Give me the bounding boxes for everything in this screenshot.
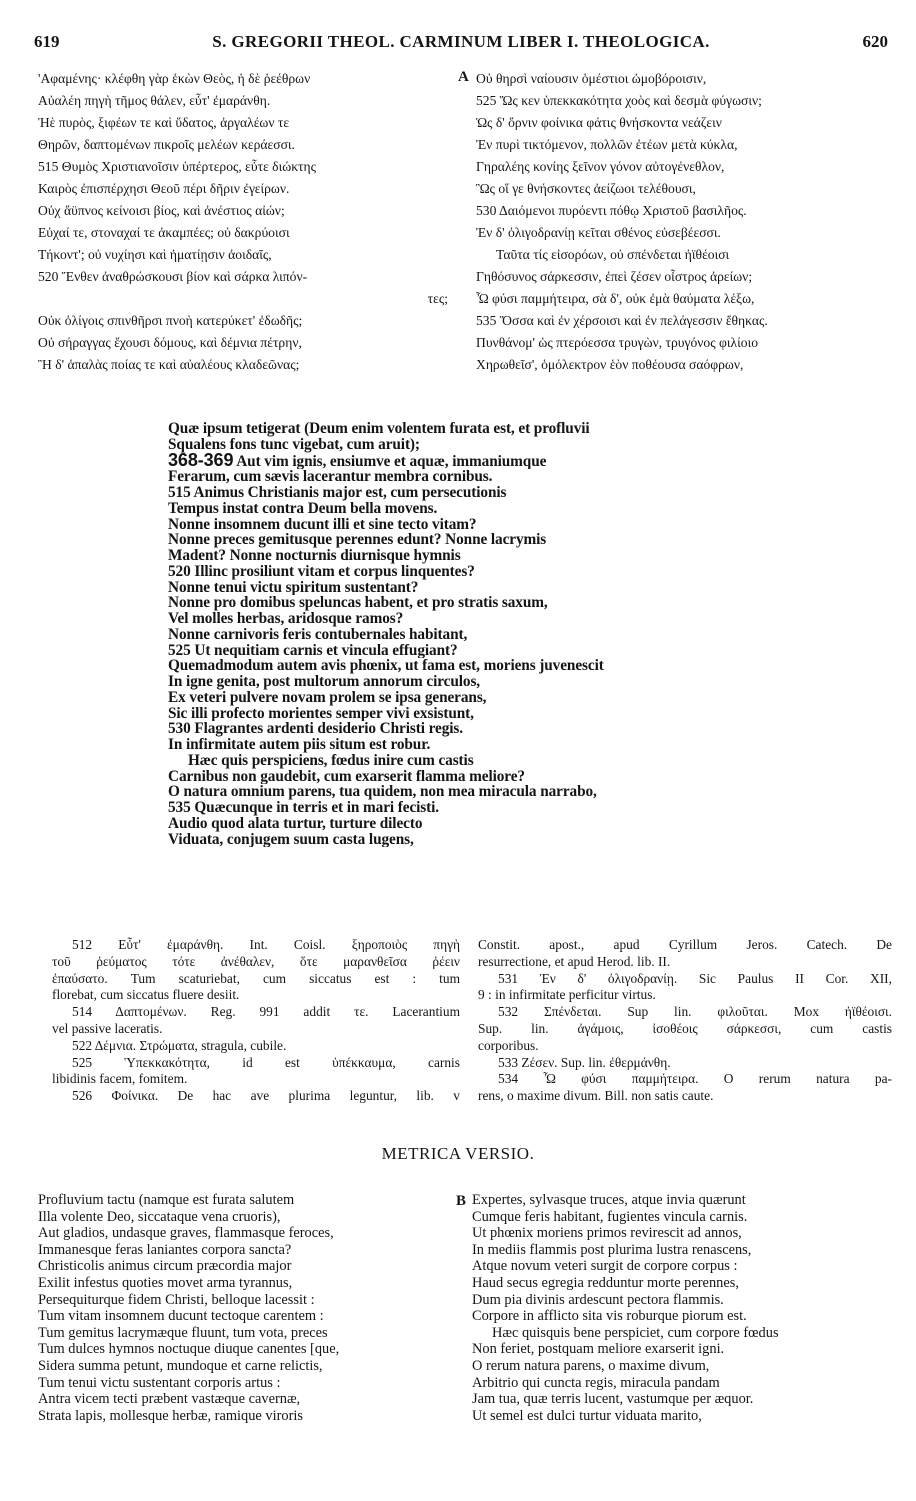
- greek-verse-line: Γηραλέης κονίης ξεῖνον γόνον αὐτογένεθλον,: [476, 159, 725, 174]
- greek-text-left-column: [38, 68, 448, 376]
- metrica-verse-line: Tum tenui victu sustentant corporis artus :: [38, 1374, 281, 1391]
- footnote-line: vel passive laceratis.: [52, 1020, 163, 1036]
- metrica-verse-line: Strata lapis, mollesque herbæ, ramique viroris: [38, 1407, 303, 1424]
- greek-verse-line: Χηρωθεῖσ', ὁμόλεκτρον ἑὸν ποθέουσα σαόφρων,: [476, 357, 744, 372]
- footnote-line: 531 Ἐν δ' ὀλιγοδρανίῃ. Sic Paulus II Cor. XII,: [498, 970, 892, 986]
- greek-verse-line: Ἠὲ πυρὸς, ξιφέων τε καὶ ὕδατος, ἀργαλέων τε: [38, 115, 290, 130]
- latin-verse-line: Ferarum, cum sævis lacerantur membra cornibus.: [168, 469, 493, 485]
- latin-verse-line: Nonne preces gemitusque perennes edunt? Nonne lacrymis: [168, 532, 547, 548]
- latin-verse-line: Madent? Nonne nocturnis diurnisque hymnis: [168, 548, 461, 564]
- metrica-verse-line: Atque novum veteri surgit de corpore corpus :: [472, 1258, 738, 1275]
- latin-verse-line: Tempus instat contra Deum bella movens.: [168, 500, 438, 517]
- latin-verse-line: Carnibus non gaudebit, cum exarserit flamma meliore?: [168, 768, 525, 785]
- running-title: S. GREGORII THEOL. CARMINUM LIBER I. THEOLOGICA.: [212, 32, 710, 51]
- greek-verse-line: Γηθόσυνος σάρκεσσιν, ἐπεὶ ζέσεν οἶστρος ἀρείων;: [476, 269, 753, 284]
- column-marker-a: A: [458, 69, 469, 85]
- metrica-verse-line: Non feriet, postquam meliore exarserit igni.: [472, 1341, 725, 1358]
- metrica-verse-line: Expertes, sylvasque truces, atque invia quærunt: [472, 1192, 746, 1208]
- metrica-verse-line: Persequiturque fidem Christi, belloque lacessit :: [38, 1291, 315, 1308]
- latin-verse-line: Squalens fons tunc vigebat, cum aruit);: [168, 436, 420, 453]
- running-header: [34, 32, 888, 58]
- greek-verse-line: Ἐν δ' ὀλιγοδρανίῃ κεῖται σθένος εὐσεβέεσσι.: [476, 225, 721, 240]
- metrica-verse-line: Haud secus egregia redduntur morte perennes,: [472, 1274, 739, 1291]
- footnote-line: 514 Δαπτομένων. Reg. 991 addit τε. Lacerantium: [72, 1004, 460, 1020]
- metrica-verse-line: Tum vitam insomnem ducunt tectoque carentem :: [38, 1308, 324, 1325]
- column-reference: 368-369: [168, 452, 234, 470]
- footnote-line: 9 : in infirmitate perficitur virtus.: [478, 987, 656, 1003]
- metrica-verse-line: Antra vicem tecti præbent vastæque cavernæ,: [38, 1391, 301, 1408]
- greek-verse-line: 520 Ἔνθεν ἀναθρώσκουσι βίον καὶ σάρκα λιπόν-: [38, 269, 308, 284]
- metrica-verse-line: Immanesque feras laniantes corpora sancta?: [38, 1241, 292, 1258]
- footnote-line: τοῦ ῥεύματος τότε ἀνέθαλεν, ὅτε μαρανθεῖσα ῥέειν: [52, 953, 460, 969]
- greek-verse-line: Οὐ σήραγγας ἔχουσι δόμους, καὶ δέμνια πέτρην,: [38, 335, 302, 350]
- footnote-line: resurrectione, et apud Herod. lib. II.: [478, 953, 671, 969]
- metrica-verse-line: Tum gemitus lacrymæque fluunt, tum vota, preces: [38, 1324, 328, 1341]
- greek-verse-line: Τήκοντ'; οὐ νυχίησι καὶ ἠματίῃσιν ἀοιδαῖς,: [38, 247, 272, 262]
- latin-verse-line: Quemadmodum autem avis phœnix, ut fama est, moriens juvenescit: [168, 658, 604, 674]
- latin-verse-line: Quæ ipsum tetigerat (Deum enim volentem furata est, et profluvii: [168, 421, 590, 437]
- metrica-verse-line: Jam tua, quæ terris lucent, vastumque per æquor.: [472, 1391, 754, 1408]
- footnote-line: 533 Ζέσεν. Sup. lin. ἐθερμάνθη.: [498, 1054, 671, 1070]
- metrica-versio-right-column: [472, 1192, 892, 1424]
- metrica-verse-line: Hæc quisquis bene perspiciet, cum corpore fœdus: [492, 1324, 779, 1341]
- metrica-verse-line: O rerum natura parens, o maxime divum,: [472, 1357, 710, 1374]
- section-title: METRICA VERSIO.: [381, 1144, 535, 1163]
- footnote-line: 512 Εὖτ' ἐμαράνθη. Int. Coisl. ξηροποιὸς πηγὴ: [72, 937, 460, 952]
- metrica-verse-line: Corpore in afflicto sita vis roburque piorum est.: [472, 1308, 747, 1325]
- latin-verse-line: 525 Ut nequitiam carnis et vincula effugiant?: [168, 642, 458, 659]
- greek-verse-line: Ταῦτα τίς εἰσορόων, οὐ σπένδεται ἠϊθέοισι: [496, 247, 730, 262]
- latin-verse-line: Hæc quis perspiciens, fœdus inire cum castis: [188, 752, 474, 769]
- footnote-line: libidinis facem, fomitem.: [52, 1071, 188, 1087]
- greek-verse-line: Οὐ θηρσὶ ναίουσιν ὁμέστιοι ὠμοβόροισιν,: [476, 71, 707, 86]
- footnote-line: 525 Ὑπεκκακότητα, id est ὑπέκκαυμα, carnis: [72, 1054, 460, 1070]
- latin-verse-line: Nonne pro domibus speluncas habent, et pro stratis saxum,: [168, 595, 548, 611]
- footnote-line: Sup. lin. ἀγάμοις, ἰσοθέοις σάρκεσσι, cum castis: [478, 1020, 892, 1036]
- footnote-line: rens, o maxime divum. Bill. non satis caute.: [478, 1088, 714, 1104]
- latin-verse-line: Sic illi profecto morientes semper vivi exsistunt,: [168, 705, 474, 722]
- metrica-verse-line: In mediis flammis post plurima lustra renascens,: [472, 1241, 752, 1258]
- footnote-line: 534 Ὦ φύσι παμμήτειρα. O rerum natura pa-: [498, 1071, 892, 1087]
- greek-verse-line: Εὐχαί τε, στοναχαί τε ἀκαμπέες; οὐ δακρύοισι: [38, 225, 290, 240]
- latin-translation-block: [168, 421, 738, 847]
- metrica-verse-line: Arbitrio qui cuncta regis, miracula pandam: [472, 1374, 720, 1391]
- left-page-number: 619: [34, 32, 60, 51]
- latin-verse-line: In infirmitate autem piis situm est robur.: [168, 737, 431, 753]
- greek-verse-line: τες;: [427, 291, 448, 306]
- footnote-line: Constit. apost., apud Cyrillum Jeros. Catech. De: [478, 937, 892, 952]
- metrica-verse-line: Illa volente Deo, siccataque vena cruoris),: [38, 1208, 281, 1225]
- latin-verse-line: Nonne insomnem ducunt illi et sine tecto vitam?: [168, 516, 477, 533]
- metrica-verse-line: Dum pia divinis ardescunt pectora flammis.: [472, 1291, 724, 1308]
- latin-verse-line: O natura omnium parens, tua quidem, non mea miracula narrabo,: [168, 784, 597, 800]
- right-page-number: 620: [862, 32, 888, 51]
- footnote-line: 522 Δέμνια. Στρώματα, stragula, cubile.: [72, 1037, 287, 1053]
- footnote-line: 526 Φοίνικα. De hac ave plurima leguntur, lib. v: [72, 1088, 460, 1104]
- latin-verse-line: Viduata, conjugem suum casta lugens,: [168, 831, 414, 848]
- greek-text-right-column: [476, 68, 888, 376]
- greek-verse-line: Ὣς οἵ γε θνήσκοντες ἀείζωοι τελέθουσι,: [476, 181, 696, 196]
- metrica-verse-line: Exilit infestus quoties movet arma tyrannus,: [38, 1274, 293, 1291]
- latin-verse-line: 515 Animus Christianis major est, cum persecutionis: [168, 485, 507, 501]
- footnote-line: ἐπαύσατο. Tum scaturiebat, cum siccatus est : tum: [52, 970, 460, 986]
- latin-verse-line: Nonne carnivoris feris contubernales habitant,: [168, 626, 468, 643]
- latin-verse-line: 535 Quæcunque in terris et in mari fecisti.: [168, 800, 440, 816]
- metrica-verse-line: Sidera summa petunt, mundoque et carne relictis,: [38, 1357, 323, 1374]
- metrica-verse-line: Cumque feris habitant, fugientes vincula carnis.: [472, 1208, 748, 1225]
- greek-verse-line: Ἐν πυρὶ τικτόμενον, πολλῶν ἐτέων μετὰ κύκλα,: [476, 137, 738, 152]
- greek-verse-line: Ὦ φύσι παμμήτειρα, σὰ δ', οὐκ ἐμὰ θαύματα λέξω,: [476, 291, 755, 306]
- footnotes-right-column: [478, 937, 892, 1105]
- metrica-verse-line: Ut semel est dulci turtur viduata marito,: [472, 1407, 702, 1424]
- footnotes-left-column: [52, 937, 460, 1105]
- latin-verse-line: In igne genita, post multorum annorum circulos,: [168, 674, 481, 690]
- metrica-verse-line: Christicolis animus circum præcordia major: [38, 1258, 292, 1275]
- greek-verse-line: Οὐχ ἄϋπνος κείνοισι βίος, καὶ ἀνέστιος αἰών;: [38, 203, 285, 218]
- latin-verse-line: Ex veteri pulvere novam prolem se ipsa generans,: [168, 689, 487, 706]
- footnote-line: 532 Σπένδεται. Sup lin. φιλοῦται. Mox ἠϊθέοισι.: [498, 1004, 892, 1020]
- greek-verse-line: 525 Ὥς κεν ὑπεκκακότητα χοὸς καὶ δεσμὰ φύγωσιν;: [476, 93, 762, 108]
- greek-verse-line: 'Αφαμένης· κλέφθη γὰρ ἑκὼν Θεὸς, ἡ δὲ ῥεέθρων: [38, 71, 311, 86]
- greek-verse-line: Αὐαλέη πηγὴ τῆμος θάλεν, εὖτ' ἐμαράνθη.: [38, 93, 271, 108]
- greek-verse-line: 530 Δαιόμενοι πυρόεντι πόθῳ Χριστοῦ βασιλῆος.: [476, 203, 747, 218]
- metrica-verse-line: Ut phœnix moriens primos revirescit ad annos,: [472, 1225, 742, 1242]
- metrica-verse-line: Tum dulces hymnos noctuque diuque canentes [que,: [38, 1341, 340, 1358]
- latin-verse-line: Vel molles herbas, aridosque ramos?: [168, 611, 404, 627]
- greek-verse-line: Καιρὸς ἐπισπέρχησι Θεοῦ πέρι δῆριν ἐγείρων.: [38, 181, 290, 196]
- footnote-line: florebat, cum siccatus fluere desiit.: [52, 987, 240, 1003]
- metrica-versio-left-column: [38, 1192, 458, 1424]
- greek-verse-line: Οὐκ ὀλίγοις σπινθῆρσι πνοὴ κατερύκετ' ἐδωδῆς;: [38, 313, 303, 328]
- footnote-line: corporibus.: [478, 1037, 539, 1053]
- greek-verse-line: Πυνθάνομ' ὡς πτερόεσσα τρυγὼν, τρυγόνος φιλίοιο: [476, 335, 759, 350]
- latin-verse-line: Nonne tenui victu spiritum sustentant?: [168, 579, 419, 596]
- greek-verse-line: Ὡς δ' ὄρνιν φοίνικα φάτις θνήσκοντα νεάζειν: [476, 115, 722, 130]
- latin-verse-line: 520 Illinc prosiliunt vitam et corpus linquentes?: [168, 563, 475, 580]
- latin-verse-line: 530 Flagrantes ardenti desiderio Christi regis.: [168, 721, 463, 737]
- latin-verse-line: Audio quod alata turtur, turture dilecto: [168, 815, 423, 832]
- column-marker-b: B: [456, 1193, 467, 1209]
- greek-verse-line: 515 Θυμὸς Χριστιανοῖσιν ὑπέρτερος, εὖτε διώκτης: [38, 159, 317, 174]
- metrica-verse-line: Aut gladios, undasque graves, flammasque feroces,: [38, 1225, 334, 1242]
- latin-verse-line: 368-369 Aut vim ignis, ensiumve et aquæ, immaniumque: [168, 453, 738, 470]
- greek-verse-line: Θηρῶν, δαπτομένων πικροῖς μελέων κεράεσσι.: [38, 137, 295, 152]
- metrica-verse-line: Profluvium tactu (namque est furata salutem: [38, 1192, 295, 1208]
- greek-verse-line: 535 Ὅσσα καὶ ἐν χέρσοισι καὶ ἐν πελάγεσσιν ἔθηκας.: [476, 313, 768, 328]
- greek-verse-line: Ἢ δ' ἁπαλὰς ποίας τε καὶ αὐαλέους κλαδεῶνας;: [38, 357, 300, 372]
